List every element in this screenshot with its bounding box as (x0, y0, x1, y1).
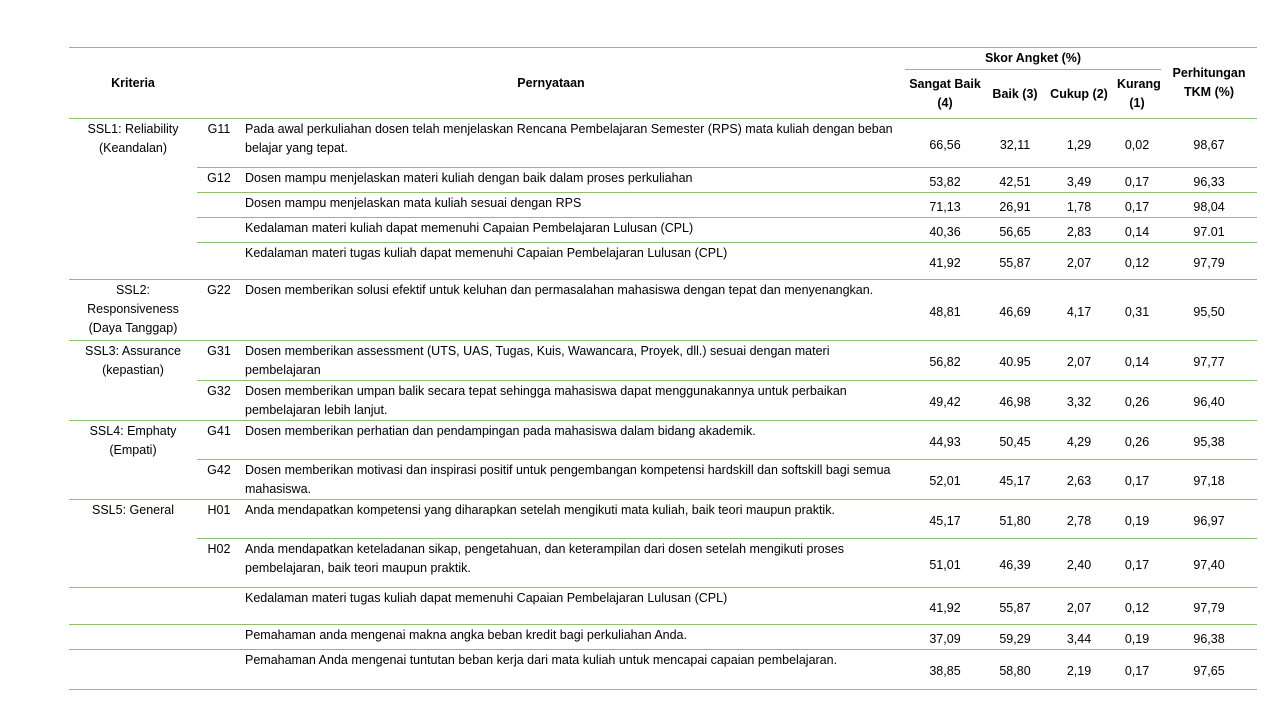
score-cukup: 2,07 (1045, 243, 1113, 280)
score-cukup: 2,63 (1045, 460, 1113, 500)
score-kurang: 0,17 (1113, 539, 1161, 588)
score-sangat-baik: 38,85 (905, 650, 985, 690)
statement-text: Dosen memberikan solusi efektif untuk keluhan dan permasalahan mahasiswa dengan tepat dan menyenangkan. (241, 280, 905, 341)
criterion-label: SSL3: Assurance (kepastian) (69, 341, 197, 421)
score-kurang: 0,12 (1113, 588, 1161, 625)
score-sangat-baik: 48,81 (905, 280, 985, 341)
table-row (69, 500, 1257, 539)
table-row (69, 119, 1257, 168)
header-cukup: Cukup (2) (1050, 86, 1108, 101)
score-kurang: 0,14 (1113, 218, 1161, 243)
survey-results-table (69, 47, 1257, 690)
table-row (69, 539, 1257, 588)
score-sangat-baik: 44,93 (905, 421, 985, 460)
table-row (69, 421, 1257, 460)
score-cukup: 2,19 (1045, 650, 1113, 690)
score-sangat-baik: 41,92 (905, 588, 985, 625)
table-row (69, 280, 1257, 341)
criterion-label: SSL5: General (69, 500, 197, 588)
statement-code (197, 588, 241, 625)
score-cukup: 3,49 (1045, 168, 1113, 193)
statement-code: G12 (197, 168, 241, 193)
criterion-label: SSL4: Emphaty (Empati) (69, 421, 197, 500)
header-sangat-baik: Sangat Baik (4) (909, 77, 981, 110)
statement-code: G32 (197, 381, 241, 421)
tkm-value: 98,67 (1161, 119, 1257, 168)
criterion-label-empty (69, 588, 197, 625)
header-kriteria: Kriteria (111, 75, 155, 90)
tkm-value: 96,97 (1161, 500, 1257, 539)
table-row (69, 381, 1257, 421)
tkm-value: 95,50 (1161, 280, 1257, 341)
statement-text: Dosen memberikan umpan balik secara tepat sehingga mahasiswa dapat menggunakannya untuk perbaikan pembelajaran lebih lanjut. (241, 381, 905, 421)
score-baik: 46,69 (985, 280, 1045, 341)
statement-text: Anda mendapatkan kompetensi yang diharapkan setelah mengikuti mata kuliah, baik teori maupun praktik. (241, 500, 905, 539)
score-baik: 32,11 (985, 119, 1045, 168)
score-cukup: 1,29 (1045, 119, 1113, 168)
statement-text: Pemahaman anda mengenai makna angka beban kredit bagi perkuliahan Anda. (241, 625, 905, 650)
score-kurang: 0,17 (1113, 460, 1161, 500)
score-baik: 55,87 (985, 243, 1045, 280)
score-sangat-baik: 56,82 (905, 341, 985, 381)
score-sangat-baik: 71,13 (905, 193, 985, 218)
statement-code (197, 243, 241, 280)
table-row (69, 193, 1257, 218)
score-baik: 50,45 (985, 421, 1045, 460)
statement-code (197, 218, 241, 243)
header-perhitungan-tkm: Perhitungan TKM (%) (1172, 66, 1246, 99)
tkm-value: 96,40 (1161, 381, 1257, 421)
table-row (69, 218, 1257, 243)
score-baik: 55,87 (985, 588, 1045, 625)
criterion-label: SSL1: Reliability (Keandalan) (69, 119, 197, 280)
statement-text: Dosen memberikan assessment (UTS, UAS, Tugas, Kuis, Wawancara, Proyek, dll.) sesuai dengan materi pembelajaran (241, 341, 905, 381)
score-sangat-baik: 53,82 (905, 168, 985, 193)
score-sangat-baik: 41,92 (905, 243, 985, 280)
score-kurang: 0,02 (1113, 119, 1161, 168)
score-baik: 51,80 (985, 500, 1045, 539)
statement-text: Pada awal perkuliahan dosen telah menjelaskan Rencana Pembelajaran Semester (RPS) mata kuliah dengan beban belajar yang tepat. (241, 119, 905, 168)
table-row (69, 625, 1257, 650)
tkm-value: 96,33 (1161, 168, 1257, 193)
score-sangat-baik: 40,36 (905, 218, 985, 243)
criterion-label: SSL2: Responsiveness (Daya Tanggap) (69, 280, 197, 341)
tkm-value: 97,79 (1161, 243, 1257, 280)
header-skor-angket: Skor Angket (%) (905, 48, 1161, 70)
table-row (69, 460, 1257, 500)
score-sangat-baik: 52,01 (905, 460, 985, 500)
statement-code (197, 193, 241, 218)
score-cukup: 2,78 (1045, 500, 1113, 539)
statement-text: Dosen mampu menjelaskan materi kuliah dengan baik dalam proses perkuliahan (241, 168, 905, 193)
tkm-value: 97,79 (1161, 588, 1257, 625)
score-cukup: 3,32 (1045, 381, 1113, 421)
statement-code: G22 (197, 280, 241, 341)
score-baik: 58,80 (985, 650, 1045, 690)
statement-text: Kedalaman materi tugas kuliah dapat memenuhi Capaian Pembelajaran Lulusan (CPL) (241, 243, 905, 280)
score-cukup: 4,17 (1045, 280, 1113, 341)
tkm-value: 97,40 (1161, 539, 1257, 588)
score-kurang: 0,12 (1113, 243, 1161, 280)
score-baik: 26,91 (985, 193, 1045, 218)
tkm-value: 97,77 (1161, 341, 1257, 381)
table-row (69, 243, 1257, 280)
score-cukup: 2,07 (1045, 588, 1113, 625)
score-kurang: 0,19 (1113, 625, 1161, 650)
score-kurang: 0,19 (1113, 500, 1161, 539)
score-sangat-baik: 45,17 (905, 500, 985, 539)
tkm-value: 97,18 (1161, 460, 1257, 500)
score-kurang: 0,26 (1113, 421, 1161, 460)
tkm-value: 98,04 (1161, 193, 1257, 218)
statement-code: G11 (197, 119, 241, 168)
score-baik: 56,65 (985, 218, 1045, 243)
score-baik: 40.95 (985, 341, 1045, 381)
tkm-value: 97.01 (1161, 218, 1257, 243)
score-sangat-baik: 51,01 (905, 539, 985, 588)
criterion-label-empty (69, 650, 197, 690)
criterion-label-empty (69, 625, 197, 650)
tkm-value: 95,38 (1161, 421, 1257, 460)
score-kurang: 0,14 (1113, 341, 1161, 381)
score-kurang: 0,17 (1113, 168, 1161, 193)
table-row (69, 341, 1257, 381)
statement-code (197, 650, 241, 690)
score-sangat-baik: 49,42 (905, 381, 985, 421)
statement-code: G41 (197, 421, 241, 460)
tkm-value: 97,65 (1161, 650, 1257, 690)
statement-code (197, 625, 241, 650)
statement-text: Anda mendapatkan keteladanan sikap, pengetahuan, dan keterampilan dari dosen setelah mengikuti proses pembelajaran, baik teori maupun praktik. (241, 539, 905, 588)
table-row (69, 650, 1257, 690)
header-kurang: Kurang (1) (1117, 77, 1161, 110)
statement-text: Pemahaman Anda mengenai tuntutan beban kerja dari mata kuliah untuk mencapai capaian pembelajaran. (241, 650, 905, 690)
statement-text: Dosen memberikan perhatian dan pendampingan pada mahasiswa dalam bidang akademik. (241, 421, 905, 460)
score-kurang: 0,17 (1113, 650, 1161, 690)
score-baik: 46,39 (985, 539, 1045, 588)
score-cukup: 3,44 (1045, 625, 1113, 650)
statement-code: G42 (197, 460, 241, 500)
score-baik: 46,98 (985, 381, 1045, 421)
score-kurang: 0,17 (1113, 193, 1161, 218)
score-cukup: 2,40 (1045, 539, 1113, 588)
score-sangat-baik: 66,56 (905, 119, 985, 168)
score-sangat-baik: 37,09 (905, 625, 985, 650)
score-cukup: 4,29 (1045, 421, 1113, 460)
score-cukup: 2,07 (1045, 341, 1113, 381)
score-kurang: 0,31 (1113, 280, 1161, 341)
score-kurang: 0,26 (1113, 381, 1161, 421)
header-baik: Baik (3) (992, 86, 1038, 101)
score-baik: 45,17 (985, 460, 1045, 500)
statement-code: H02 (197, 539, 241, 588)
score-cukup: 2,83 (1045, 218, 1113, 243)
score-baik: 59,29 (985, 625, 1045, 650)
statement-text: Kedalaman materi kuliah dapat memenuhi Capaian Pembelajaran Lulusan (CPL) (241, 218, 905, 243)
header-pernyataan: Pernyataan (517, 75, 585, 90)
table-row (69, 168, 1257, 193)
score-baik: 42,51 (985, 168, 1045, 193)
tkm-value: 96,38 (1161, 625, 1257, 650)
statement-code: H01 (197, 500, 241, 539)
statement-text: Kedalaman materi tugas kuliah dapat memenuhi Capaian Pembelajaran Lulusan (CPL) (241, 588, 905, 625)
statement-text: Dosen memberikan motivasi dan inspirasi positif untuk pengembangan kompetensi hardskill dan softskill bagi semua mahasiswa. (241, 460, 905, 500)
statement-code: G31 (197, 341, 241, 381)
table-row (69, 588, 1257, 625)
statement-text: Dosen mampu menjelaskan mata kuliah sesuai dengan RPS (241, 193, 905, 218)
score-cukup: 1,78 (1045, 193, 1113, 218)
